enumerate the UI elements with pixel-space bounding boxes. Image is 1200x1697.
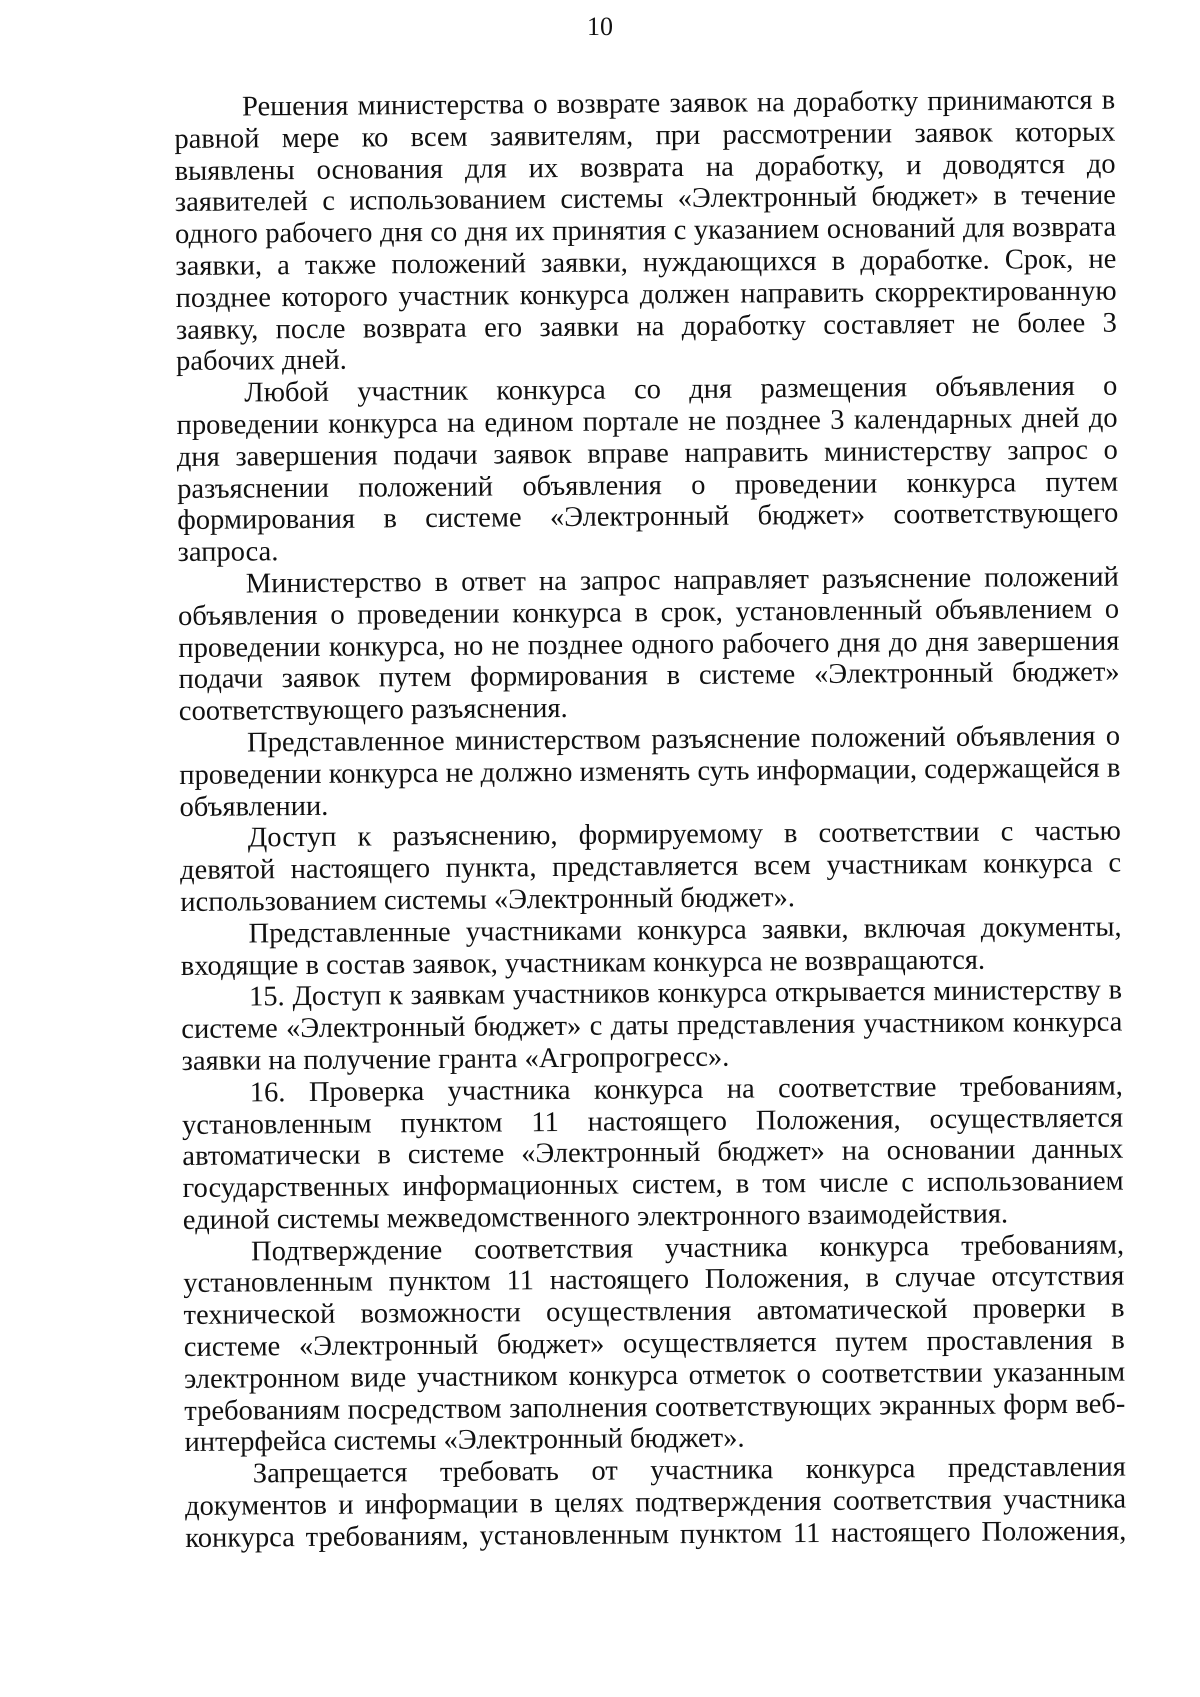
paragraph-applications-not-returned: Представленные участниками конкурса заявки, включая документы, входящие в состав заявок, участникам конкурса не возвращаются. <box>180 911 1122 982</box>
paragraph-item-16: 16. Проверка участника конкурса на соответствие требованиям, установленным пунктом 11 настоящего Положения, осуществляется автоматически в системе «Электронный бюджет» на основании данных государственных информационных систем, в том числе с использованием единой системы межведомственного электронного взаимодействия. <box>181 1070 1124 1236</box>
page-number: 10 <box>587 12 613 41</box>
document-body <box>174 85 1126 1555</box>
paragraph-prohibition: Запрещается требовать от участника конкурса представления документов и информации в целях подтверждения соответствия участника конкурса требованиям, установленным пунктом 11 настоящего Положения, <box>184 1451 1127 1554</box>
paragraph-return-decisions: Решения министерства о возврате заявок на доработку принимаются в равной мере ко всем заявителям, при рассмотрении заявок которых выявлены основания для их возврата на доработку, и доводятся до заявителей с использованием системы «Электронный бюджет» в течение одного рабочего дня со дня их принятия с указанием оснований для возврата заявки, а также положений заявки, нуждающихся в доработке. Срок, не позднее которого участник конкурса должен направить скорректированную заявку, после возврата его заявки на доработку составляет не более 3 рабочих дней. <box>174 84 1117 378</box>
paragraph-clarification-access: Доступ к разъяснению, формируемому в соответствии с частью девятой настоящего пункта, представляется всем участникам конкурса с использованием системы «Электронный бюджет». <box>179 815 1122 918</box>
paragraph-clarification-content: Представленное министерством разъяснение положений объявления о проведении конкурса не должно изменять суть информации, содержащейся в объявлении. <box>179 720 1121 823</box>
paragraph-clarification-request: Любой участник конкурса со дня размещения объявления о проведении конкурса на едином портале не позднее 3 календарных дней до дня завершения подачи заявок вправе направить министерству запрос о разъяснении положений объявления о проведении конкурса путем формирования в системе «Электронный бюджет» соответствующего запроса. <box>176 370 1119 569</box>
paragraph-ministry-response: Министерство в ответ на запрос направляет разъяснение положений объявления о проведении конкурса в срок, установленный объявлением о проведении конкурса, но не позднее одного рабочего дня до дня завершения подачи заявок путем формирования в системе «Электронный бюджет» соответствующего разъяснения. <box>177 561 1120 728</box>
paragraph-item-15: 15. Доступ к заявкам участников конкурса открывается министерству в системе «Электронный бюджет» с даты представления участником конкурса заявки на получение гранта «Агропрогресс». <box>181 974 1123 1077</box>
paragraph-compliance-confirmation: Подтверждение соответствия участника конкурса требованиям, установленным пунктом 11 настоящего Положения, в случае отсутствия технической возможности осуществления автоматической проверки в системе «Электронный бюджет» осуществляется путем проставления в электронном виде участником конкурса отметок о соответствии указанным требованиям посредством заполнения соответствующих экранных форм веб-интерфейса системы «Электронный бюджет». <box>183 1229 1126 1459</box>
